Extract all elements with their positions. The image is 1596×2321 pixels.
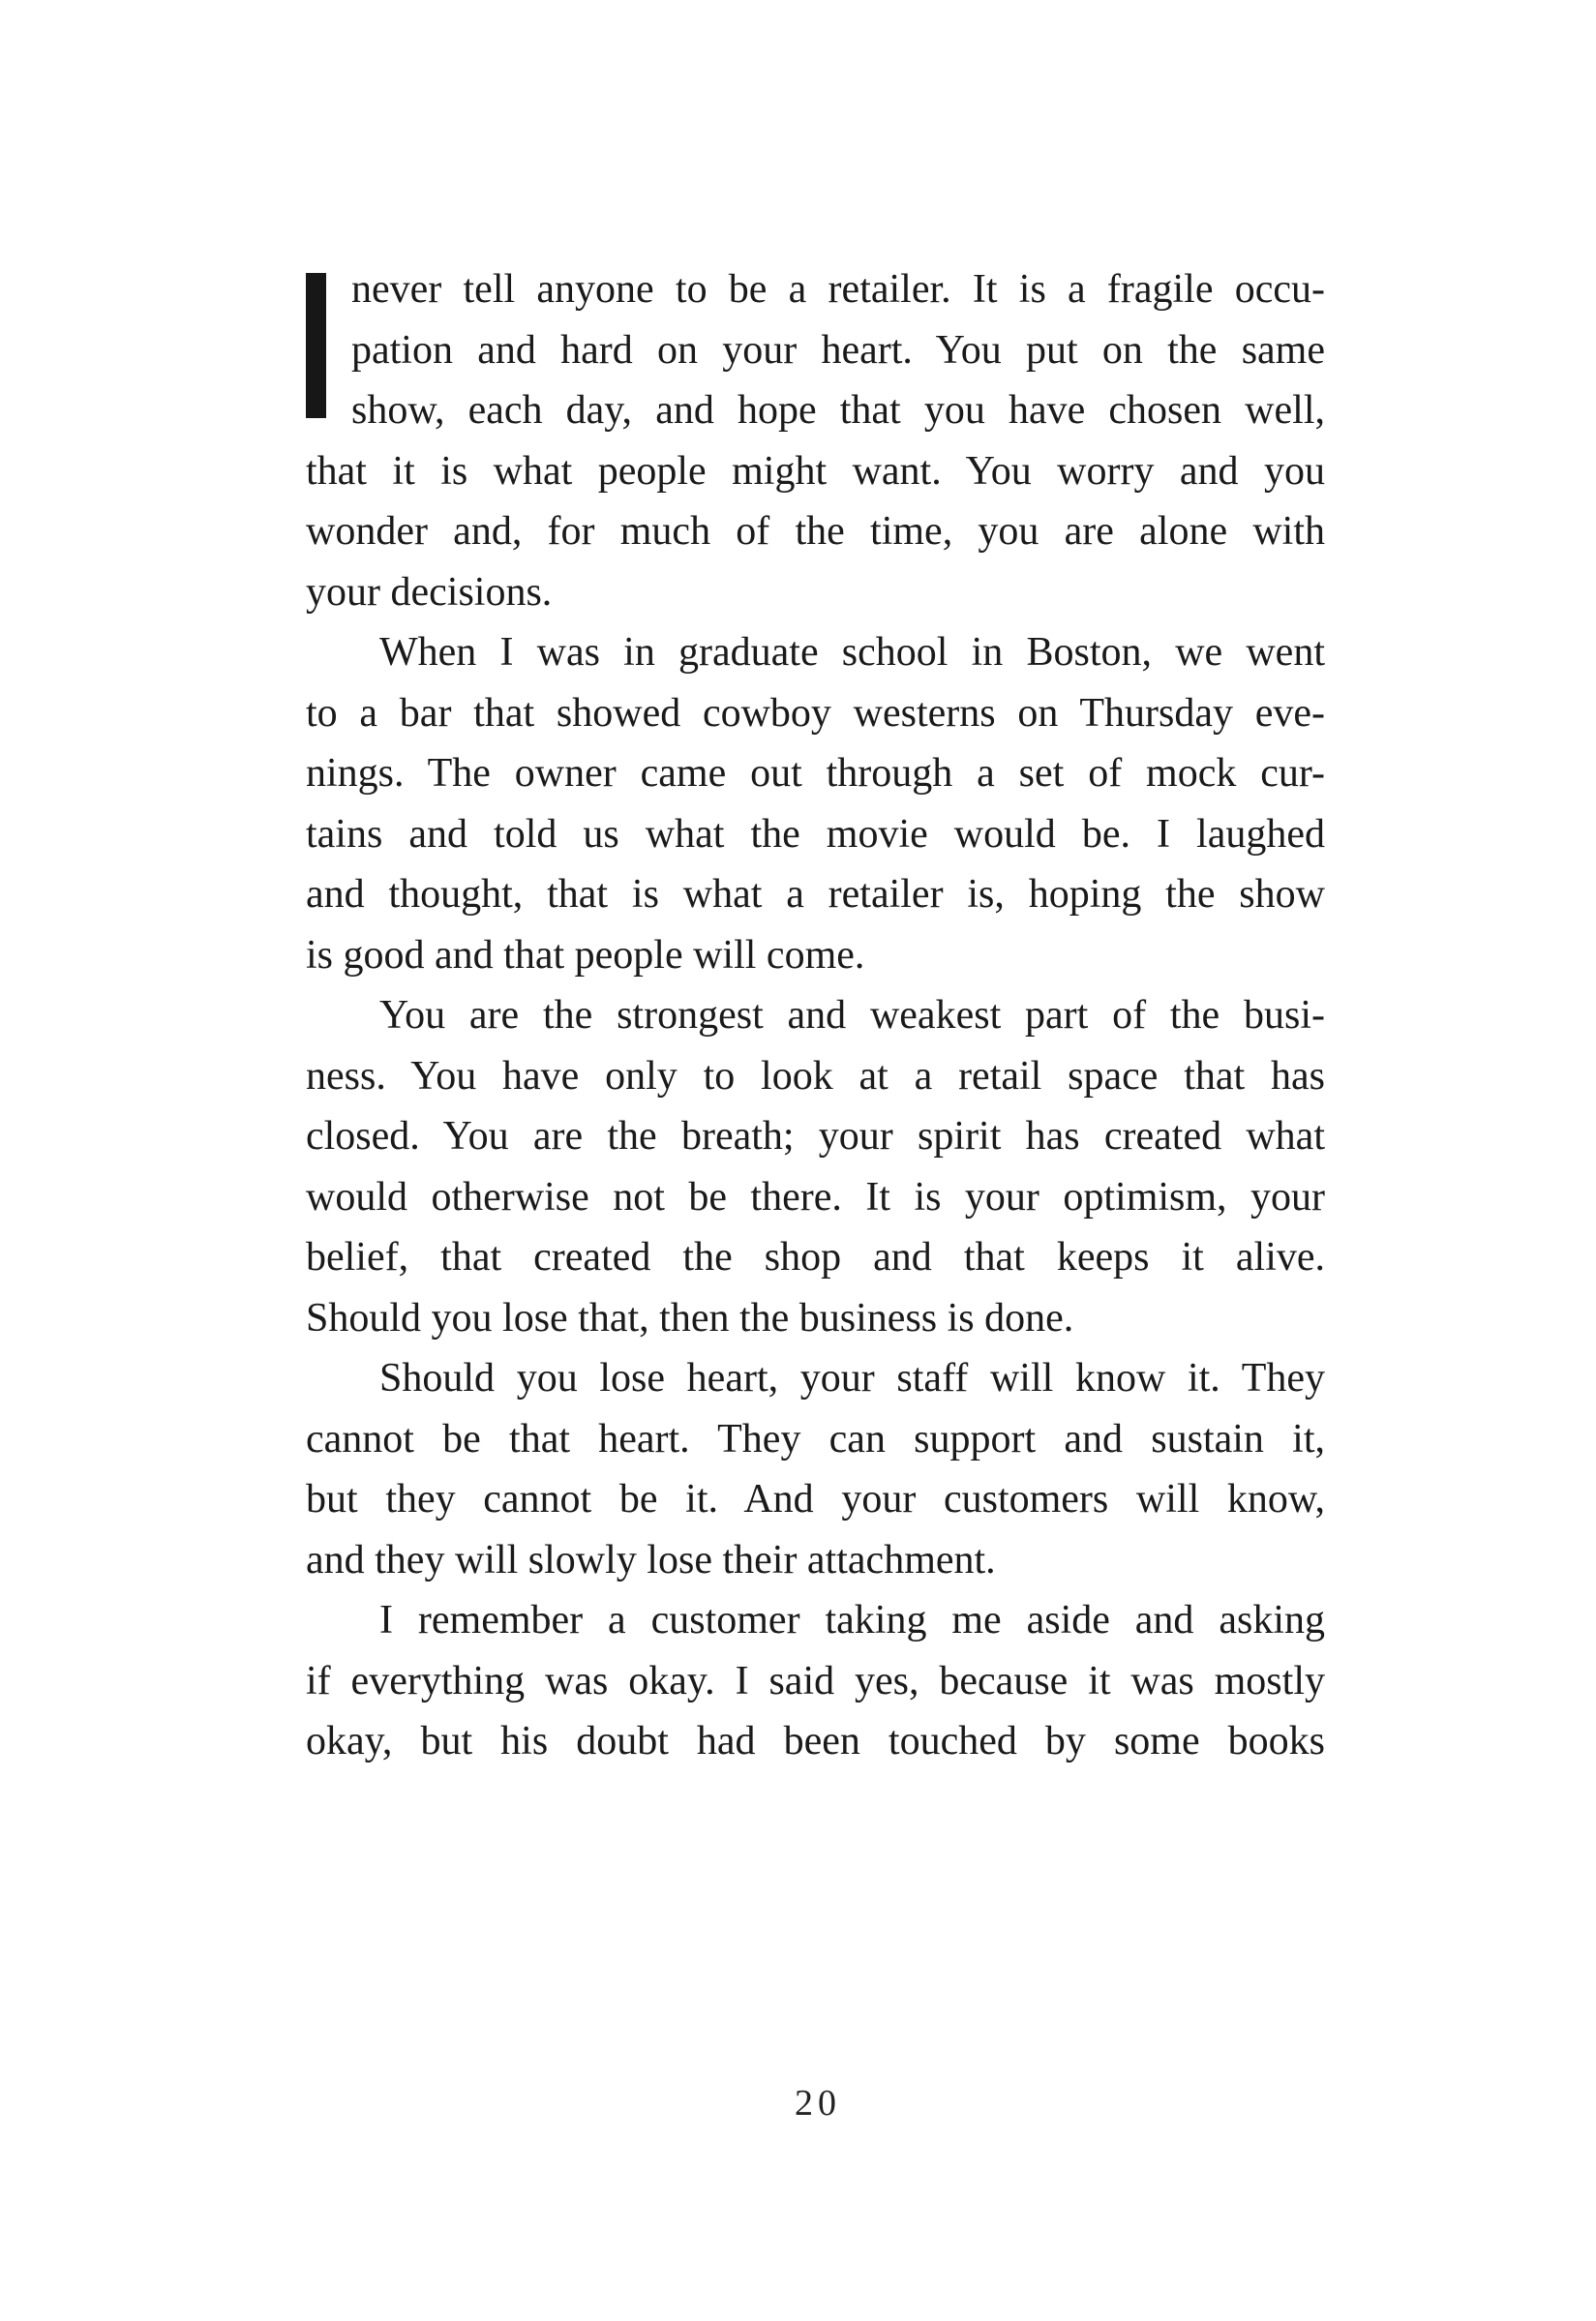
text-line: Should you lose that, then the business is done. (306, 1295, 1074, 1341)
text-line: wonder and, for much of the time, you are alone with (306, 509, 1325, 554)
text-line: to a bar that showed cowboy westerns on Thursday eve- (306, 690, 1325, 736)
text-line: closed. You are the breath; your spirit has created what (306, 1114, 1325, 1159)
text-line: and thought, that is what a retailer is, hoping the show (306, 872, 1325, 917)
text-line: is good and that people will come. (306, 932, 865, 978)
text-column (306, 259, 1325, 1772)
paragraph (306, 259, 1325, 622)
text-line: nings. The owner came out through a set of mock cur- (306, 751, 1325, 796)
text-line: pation and hard on your heart. You put on the same (351, 327, 1325, 373)
text-line: When I was in graduate school in Boston, we went (379, 630, 1325, 675)
text-line: and they will slowly lose their attachment. (306, 1537, 996, 1582)
text-line: would otherwise not be there. It is your optimism, your (306, 1174, 1325, 1220)
text-line: tains and told us what the movie would be. I laughed (306, 811, 1325, 857)
text-line: if everything was okay. I said yes, because it was mostly (306, 1658, 1325, 1703)
text-line: your decisions. (306, 569, 553, 615)
paragraph (306, 1590, 1325, 1772)
paragraph (306, 622, 1325, 985)
text-line: okay, but his doubt had been touched by some books (306, 1719, 1325, 1763)
text-line: but they cannot be it. And your customers will know, (306, 1477, 1325, 1522)
text-line: that it is what people might want. You worry and you (306, 448, 1325, 494)
paragraph (306, 985, 1325, 1348)
text-line: show, each day, and hope that you have chosen well, (351, 388, 1325, 433)
text-line: Should you lose heart, your staff will know it. They (379, 1356, 1325, 1401)
text-line: You are the strongest and weakest part of the busi- (379, 993, 1325, 1038)
text-line: belief, that created the shop and that keeps it alive. (306, 1235, 1325, 1280)
paragraph (306, 1348, 1325, 1590)
page-number: 20 (795, 2083, 841, 2124)
text-line: I remember a customer taking me aside and asking (379, 1598, 1325, 1643)
drop-cap-letter (306, 273, 326, 418)
text-line: ness. You have only to look at a retail space that has (306, 1053, 1325, 1099)
text-line: cannot be that heart. They can support and sustain it, (306, 1416, 1325, 1462)
text-line: never tell anyone to be a retailer. It is a fragile occu- (351, 267, 1325, 312)
